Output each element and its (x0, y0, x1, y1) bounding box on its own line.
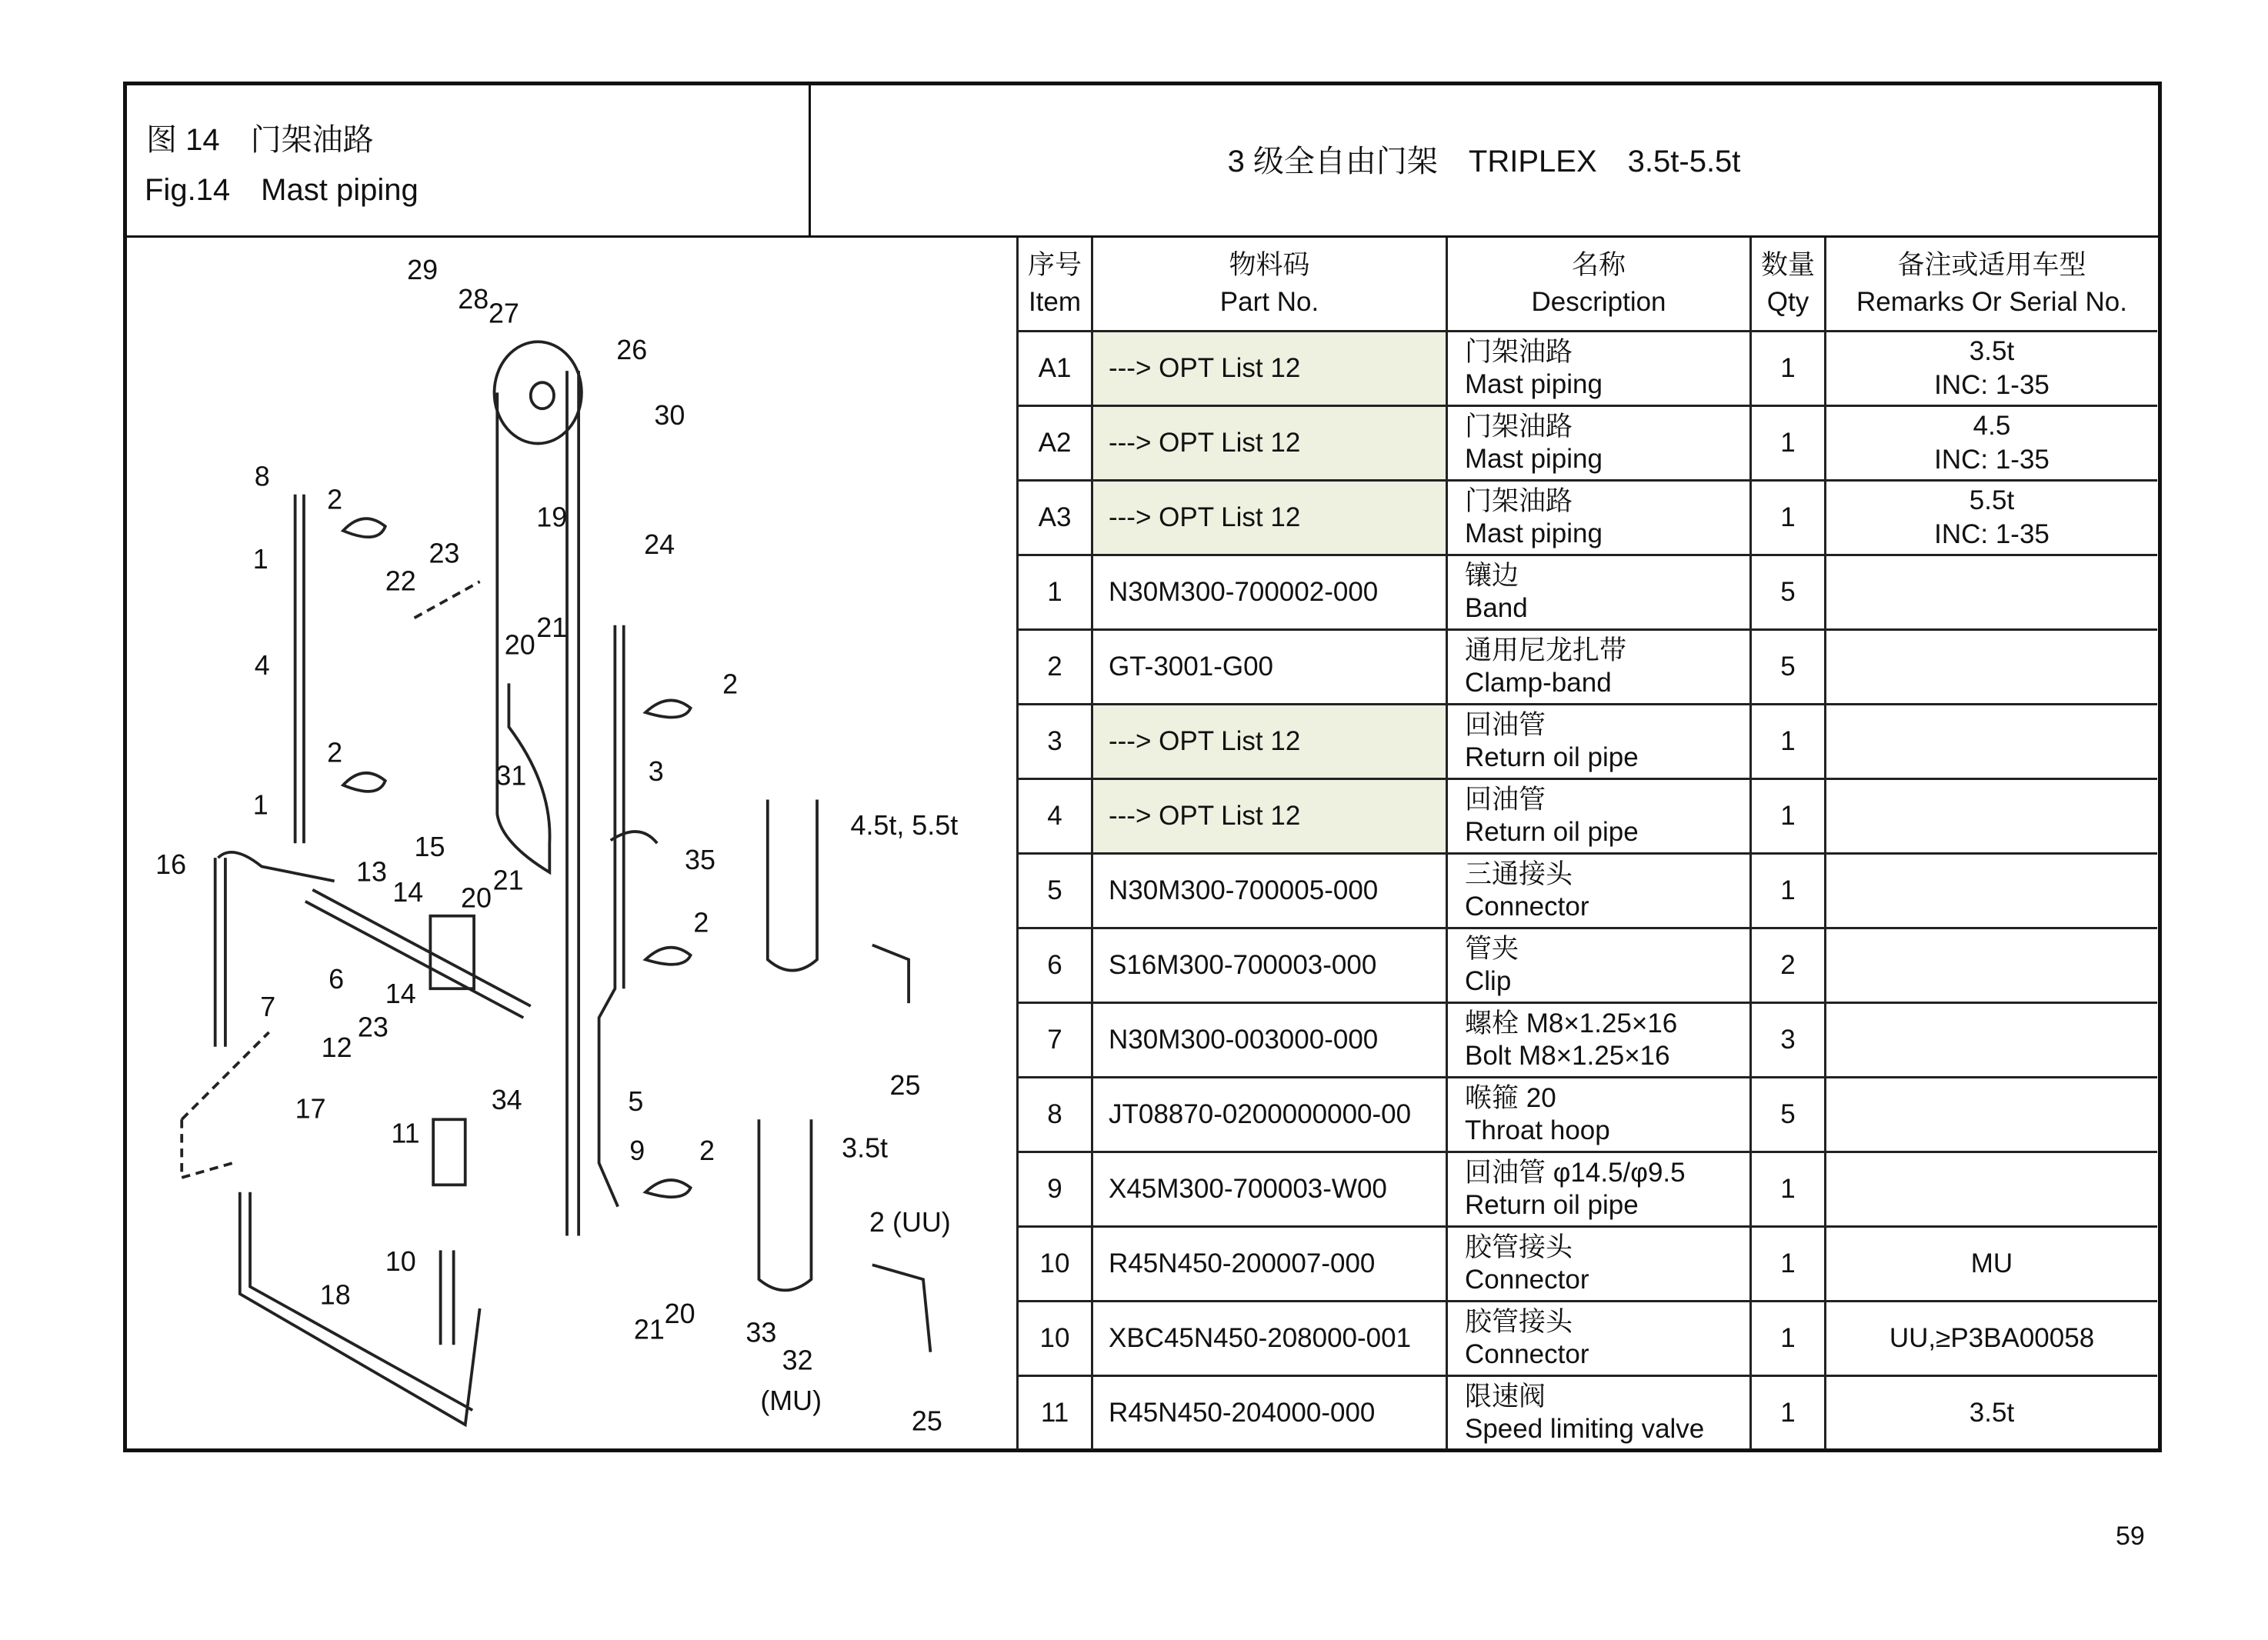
description-en: Mast piping (1465, 444, 1603, 474)
remarks-cell (1826, 481, 2158, 555)
item-cell: 2 (1018, 630, 1092, 705)
diagram-callout: 2 (693, 907, 709, 938)
qty-cell: 1 (1751, 406, 1826, 481)
remarks-cell (1826, 1227, 2158, 1302)
remarks-line-2: INC: 1-35 (1934, 445, 2050, 475)
diagram-callout: 22 (385, 565, 416, 597)
description-cn: 胶管接头 (1465, 1307, 1573, 1337)
remarks-cell (1826, 1376, 2158, 1450)
description-en: Clamp-band (1465, 668, 1612, 698)
diagram-callout: 17 (295, 1093, 326, 1125)
remarks-line-1: 3.5t (1969, 1398, 2015, 1428)
table-row (1018, 555, 2158, 630)
description-cell (1447, 1078, 1751, 1152)
description-cell (1447, 1003, 1751, 1078)
diagram-callout: 21 (536, 612, 568, 643)
remarks-cell (1826, 630, 2158, 705)
description-cell (1447, 406, 1751, 481)
part-number-cell: JT08870-0200000000-00 (1092, 1078, 1447, 1152)
description-en: Connector (1465, 892, 1589, 922)
column-header (1018, 238, 1092, 332)
remarks-line-1: 5.5t (1969, 485, 2015, 515)
diagram-callout: 33 (745, 1317, 777, 1348)
diagram-callout: 4 (254, 650, 270, 682)
qty-cell: 1 (1751, 332, 1826, 406)
diagram-callout: 2 (699, 1135, 715, 1167)
part-number-cell[interactable]: ---> OPT List 12 (1092, 481, 1447, 555)
qty-cell: 1 (1751, 1227, 1826, 1302)
description-en: Connector (1465, 1339, 1589, 1369)
column-header (1826, 238, 2158, 332)
part-number-cell[interactable]: ---> OPT List 12 (1092, 406, 1447, 481)
description-cell (1447, 1152, 1751, 1227)
description-cn: 胶管接头 (1465, 1232, 1573, 1262)
diagram-callout: 14 (392, 876, 424, 908)
diagram-callout: 19 (536, 502, 568, 533)
qty-cell: 5 (1751, 555, 1826, 630)
remarks-line-1: MU (1970, 1248, 2013, 1278)
column-header-cn: 物料码 (1229, 250, 1310, 280)
figure-title-en: Fig.14 Mast piping (145, 173, 419, 207)
description-cn: 通用尼龙扎带 (1465, 635, 1627, 665)
table-row (1018, 481, 2158, 555)
diagram-callout: 2 (327, 737, 343, 768)
qty-cell: 1 (1751, 779, 1826, 854)
table-row (1018, 406, 2158, 481)
part-number-cell[interactable]: ---> OPT List 12 (1092, 332, 1447, 406)
item-cell: 7 (1018, 1003, 1092, 1078)
column-header-cn: 备注或适用车型 (1897, 250, 2086, 280)
diagram-callout: 24 (644, 529, 675, 561)
part-number-cell: S16M300-700003-000 (1092, 928, 1447, 1003)
diagram-callout: 7 (260, 992, 276, 1023)
column-header-en: Remarks Or Serial No. (1856, 287, 2128, 317)
diagram-callout: 1 (252, 789, 268, 821)
diagram-callout: 11 (391, 1118, 420, 1149)
qty-cell: 1 (1751, 705, 1826, 779)
description-en: Connector (1465, 1265, 1589, 1295)
diagram-callout: 15 (414, 832, 445, 863)
remarks-cell (1826, 1152, 2158, 1227)
description-cell (1447, 1227, 1751, 1302)
remarks-cell (1826, 1302, 2158, 1376)
remarks-cell (1826, 1003, 2158, 1078)
diagram-callout: 20 (664, 1298, 695, 1329)
item-cell: A2 (1018, 406, 1092, 481)
part-number-cell: XBC45N450-208000-001 (1092, 1302, 1447, 1376)
remarks-line-2: INC: 1-35 (1934, 519, 2050, 549)
diagram-callout: 32 (782, 1345, 813, 1376)
description-cell (1447, 1302, 1751, 1376)
column-header-cn: 名称 (1571, 250, 1626, 280)
table-row (1018, 705, 2158, 779)
table-row (1018, 1078, 2158, 1152)
description-en: Return oil pipe (1465, 817, 1639, 847)
description-cn: 三通接头 (1465, 859, 1573, 889)
remarks-cell (1826, 705, 2158, 779)
diagram-callout: 27 (488, 298, 519, 329)
item-cell: 3 (1018, 705, 1092, 779)
table-header-row (1018, 238, 2158, 332)
description-en: Band (1465, 593, 1528, 623)
remarks-line-1: UU,≥P3BA00058 (1889, 1323, 2095, 1353)
column-header-en: Part No. (1219, 287, 1319, 317)
part-number-cell: R45N450-200007-000 (1092, 1227, 1447, 1302)
diagram-callout: 20 (504, 629, 535, 661)
column-header-en: Item (1028, 287, 1082, 317)
diagram-callout: 34 (491, 1085, 522, 1116)
diagram-callout: 4.5t, 5.5t (850, 809, 959, 841)
diagram-callout: 25 (889, 1070, 921, 1102)
description-cn: 镶边 (1465, 561, 1519, 591)
parts-table (1016, 238, 2157, 1449)
remarks-cell (1826, 779, 2158, 854)
part-number-cell: GT-3001-G00 (1092, 630, 1447, 705)
part-number-cell: N30M300-700002-000 (1092, 555, 1447, 630)
table-row (1018, 1227, 2158, 1302)
table-row (1018, 1302, 2158, 1376)
diagram-callout: 2 (722, 668, 739, 700)
description-en: Return oil pipe (1465, 1190, 1639, 1220)
item-cell: 4 (1018, 779, 1092, 854)
diagram-callout: 28 (458, 283, 489, 315)
description-cell (1447, 928, 1751, 1003)
description-en: Throat hoop (1465, 1115, 1610, 1145)
remarks-cell (1826, 332, 2158, 406)
diagram-callout: 12 (321, 1032, 352, 1064)
qty-cell: 1 (1751, 481, 1826, 555)
diagram-callout: 10 (385, 1245, 416, 1277)
table-row (1018, 332, 2158, 406)
diagram-callout: 30 (654, 399, 685, 431)
table-row (1018, 1003, 2158, 1078)
description-cn: 回油管 (1465, 710, 1546, 740)
remarks-line-2: INC: 1-35 (1934, 370, 2050, 400)
item-cell: A1 (1018, 332, 1092, 406)
remarks-cell (1826, 854, 2158, 928)
description-cell (1447, 555, 1751, 630)
column-header-en: Qty (1766, 287, 1809, 317)
description-en: Speed limiting valve (1465, 1414, 1705, 1444)
column-header-cn: 序号 (1027, 250, 1082, 280)
qty-cell: 5 (1751, 1078, 1826, 1152)
diagram-callout: 14 (385, 978, 416, 1010)
diagram-callout: 26 (616, 334, 648, 365)
item-cell: 9 (1018, 1152, 1092, 1227)
diagram-callout: 31 (495, 760, 527, 792)
diagram-callout: 23 (429, 538, 460, 569)
diagram-callout: 3.5t (842, 1132, 889, 1164)
table-row (1018, 928, 2158, 1003)
page-number: 59 (2116, 1522, 2145, 1551)
part-number-cell: N30M300-700005-000 (1092, 854, 1447, 928)
column-header (1447, 238, 1751, 332)
description-cell (1447, 779, 1751, 854)
table-row (1018, 630, 2158, 705)
diagram-callout: 21 (492, 865, 524, 896)
qty-cell: 1 (1751, 1152, 1826, 1227)
diagram-callout: 3 (648, 755, 664, 787)
diagram-callout: (MU) (760, 1385, 822, 1417)
part-number-cell[interactable]: ---> OPT List 12 (1092, 779, 1447, 854)
diagram-callout: 5 (628, 1085, 644, 1117)
diagram-callout: 16 (155, 848, 187, 880)
description-en: Mast piping (1465, 369, 1603, 399)
remarks-line-1: 4.5 (1973, 411, 2011, 441)
item-cell: 1 (1018, 555, 1092, 630)
item-cell: A3 (1018, 481, 1092, 555)
item-cell: 11 (1018, 1376, 1092, 1450)
description-cell (1447, 854, 1751, 928)
column-header-en: Description (1531, 287, 1666, 317)
description-cn: 回油管 φ14.5/φ9.5 (1465, 1158, 1686, 1188)
diagram-callout: 2 (327, 484, 343, 515)
description-cell (1447, 481, 1751, 555)
item-cell: 10 (1018, 1227, 1092, 1302)
diagram-callout: 2 (UU) (869, 1206, 951, 1238)
diagram-callout: 13 (355, 856, 387, 888)
remarks-cell (1826, 406, 2158, 481)
description-cell (1447, 1376, 1751, 1450)
diagram-callout: 18 (319, 1279, 351, 1311)
description-en: Bolt M8×1.25×16 (1465, 1041, 1670, 1071)
description-cn: 门架油路 (1465, 486, 1573, 516)
item-cell: 10 (1018, 1302, 1092, 1376)
description-en: Mast piping (1465, 518, 1603, 548)
part-number-cell[interactable]: ---> OPT List 12 (1092, 705, 1447, 779)
description-cell (1447, 630, 1751, 705)
description-cn: 喉箍 20 (1465, 1083, 1556, 1113)
figure-title-cn: 图 14 门架油路 (146, 123, 374, 157)
table-row (1018, 1152, 2158, 1227)
description-en: Return oil pipe (1465, 742, 1639, 772)
mast-series-title: 3 级全自由门架 TRIPLEX 3.5t-5.5t (1227, 144, 1741, 178)
qty-cell: 5 (1751, 630, 1826, 705)
diagram-callout: 1 (252, 544, 268, 575)
part-number-cell: R45N450-204000-000 (1092, 1376, 1447, 1450)
part-number-cell: N30M300-003000-000 (1092, 1003, 1447, 1078)
diagram-callout: 25 (911, 1405, 942, 1437)
item-cell: 8 (1018, 1078, 1092, 1152)
qty-cell: 2 (1751, 928, 1826, 1003)
description-cn: 回油管 (1465, 785, 1546, 815)
diagram-callout: 8 (254, 461, 270, 492)
diagram-callout: 21 (633, 1314, 665, 1345)
table-row (1018, 854, 2158, 928)
qty-cell: 1 (1751, 1302, 1826, 1376)
diagram-callout: 29 (407, 255, 439, 286)
diagram-callout: 23 (357, 1012, 389, 1043)
part-number-cell: X45M300-700003-W00 (1092, 1152, 1447, 1227)
description-cn: 限速阀 (1465, 1382, 1546, 1412)
remarks-cell (1826, 555, 2158, 630)
item-cell: 6 (1018, 928, 1092, 1003)
item-cell: 5 (1018, 854, 1092, 928)
description-cn: 螺栓 M8×1.25×16 (1465, 1008, 1678, 1038)
column-header (1092, 238, 1447, 332)
qty-cell: 3 (1751, 1003, 1826, 1078)
diagram-callout: 20 (461, 882, 492, 914)
table-row (1018, 779, 2158, 854)
remarks-cell (1826, 1078, 2158, 1152)
description-cn: 门架油路 (1465, 337, 1573, 367)
remarks-cell (1826, 928, 2158, 1003)
table-row (1018, 1376, 2158, 1450)
qty-cell: 1 (1751, 854, 1826, 928)
description-cell (1447, 705, 1751, 779)
column-header-cn: 数量 (1760, 250, 1815, 280)
remarks-line-1: 3.5t (1969, 336, 2015, 366)
qty-cell: 1 (1751, 1376, 1826, 1450)
diagram-callout: 6 (329, 964, 345, 995)
description-cell (1447, 332, 1751, 406)
diagram-callout: 9 (629, 1135, 645, 1167)
description-cn: 门架油路 (1465, 412, 1573, 442)
description-en: Clip (1465, 966, 1512, 996)
diagram-callout: 35 (685, 845, 715, 876)
description-cn: 管夹 (1465, 934, 1519, 964)
column-header (1751, 238, 1826, 332)
